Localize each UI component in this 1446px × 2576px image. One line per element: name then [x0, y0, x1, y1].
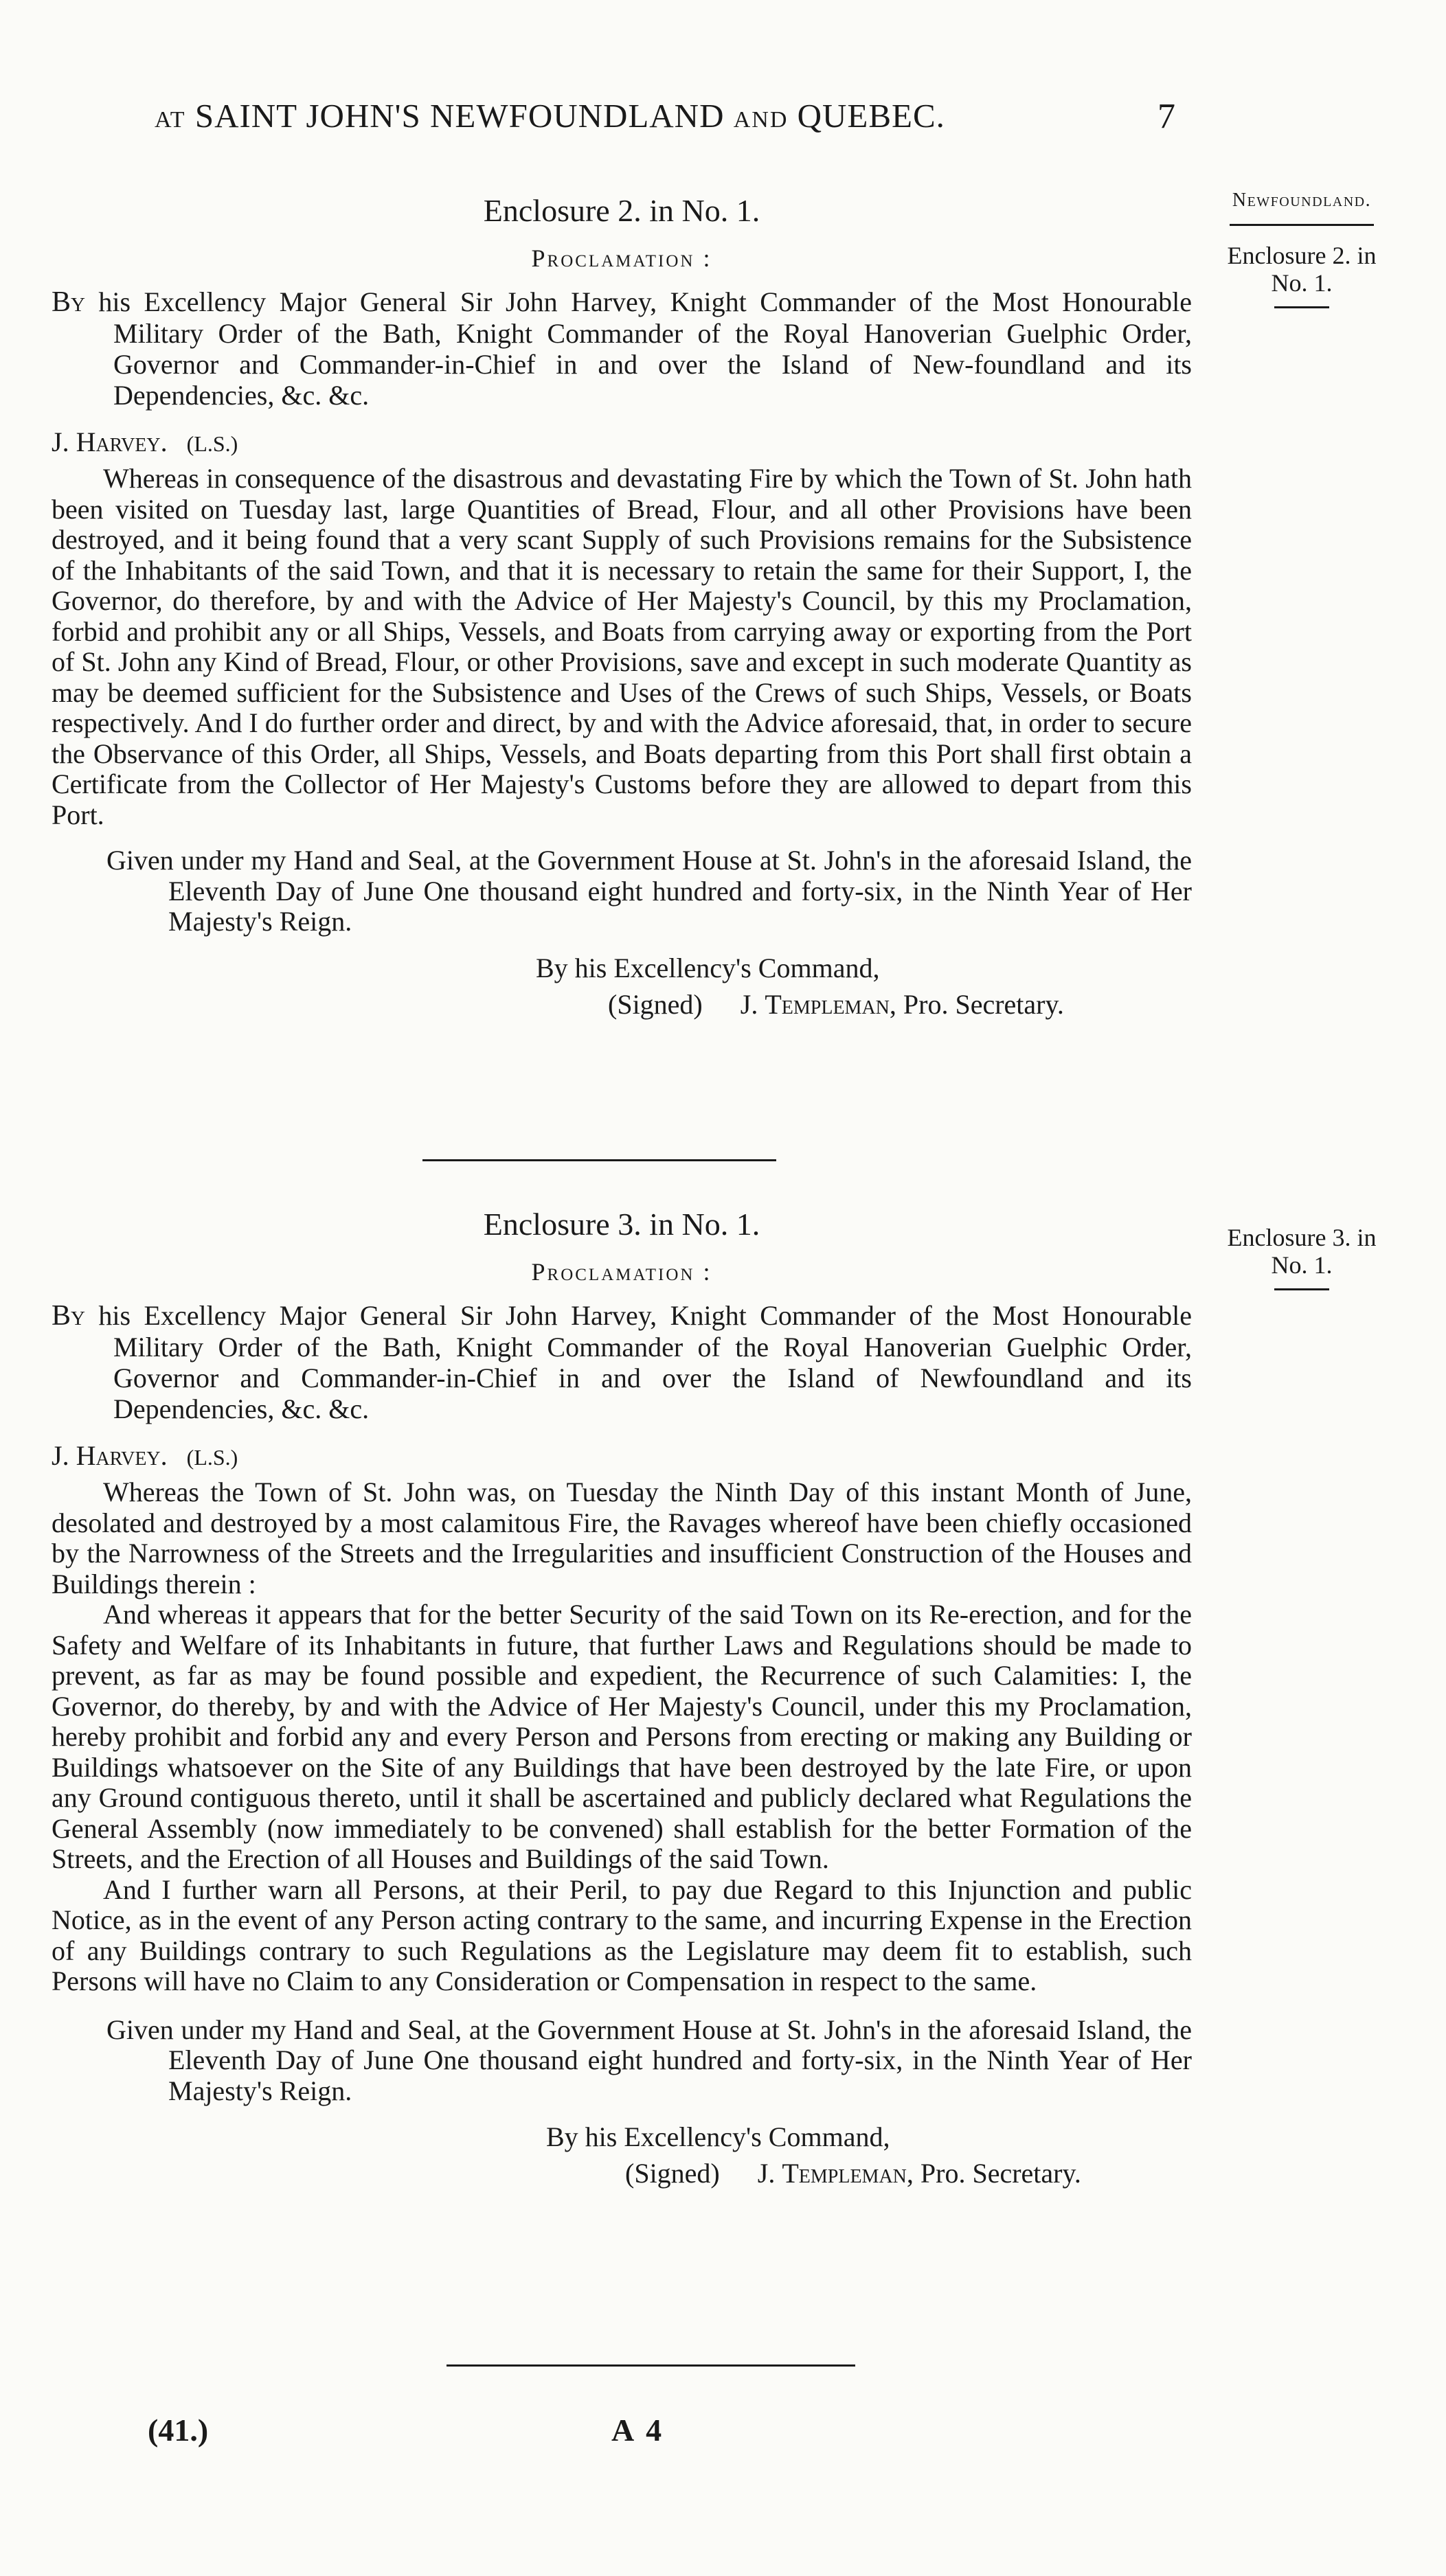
closing-divider	[447, 2364, 855, 2367]
secretary-initial: J.	[757, 2158, 776, 2189]
signed-label: (Signed)	[608, 988, 703, 1020]
by-word: By	[52, 1300, 85, 1332]
signed-label: (Signed)	[625, 2158, 720, 2189]
secretary-name: Templeman,	[765, 988, 896, 1020]
running-header	[155, 96, 1199, 135]
proclamation-body-3: And I further warn all Persons, at their Peril, to pay due Regard to this Injunction and public Notice, as in the event of any Person acting contrary to the same, and incurring Expense in the Erection of any Buildings contrary to such Regulations as the Legislature may deem fit to establish, such Persons will have no Claim to any Consideration or Compensation in respect to the same.	[52, 1873, 1192, 1996]
signer-line	[52, 426, 1192, 458]
enclosure-2-title: Enclosure 2. in No. 1.	[483, 193, 760, 228]
section-divider	[422, 1159, 776, 1161]
given-under-seal: Given under my Hand and Seal, at the Government House at St. John's in the aforesaid Island, the Eleventh Day of June One thousand eight hundred and forty-six, in the Ninth Year of Her Majesty's Reign.	[106, 2014, 1192, 2106]
by-word: By	[52, 286, 85, 318]
signer-seal: (L.S.)	[186, 1445, 238, 1470]
secretary-name: Templeman,	[782, 2158, 914, 2189]
proclamation-heading: Proclamation :	[531, 244, 712, 272]
command-line: By his Excellency's Command,	[546, 2121, 890, 2152]
proclamation-preamble	[52, 286, 1192, 411]
side-rule	[1274, 1288, 1329, 1290]
proclamation-body: Whereas in consequence of the disastrous and devastating Fire by which the Town of St. John hath been visited on Tuesday last, large Quantities of Bread, Flour, and all other Provisions have been destroyed, and it being found that a very scant Supply of such Provisions remains for the Subsistence of the Inhabitants of the said Town, and that it is necessary to retain the same for their Support, I, the Governor, do therefore, by and with the Advice of Her Majesty's Council, by this my Proclamation, forbid and prohibit any or all Ships, Vessels, and Boats from carrying away or exporting from the Port of St. John any Kind of Bread, Flour, or other Provisions, save and except in such moderate Quantity as may be deemed sufficient for the Subsistence and Uses of the Crews of such Ships, Vessels, or Boats respectively. And I do further order and direct, by and with the Advice aforesaid, that, in order to secure the Observance of this Order, all Ships, Vessels, and Boats departing from this Port shall first obtain a Certificate from the Collector of Her Majesty's Customs before they are allowed to depart from this Port.	[52, 463, 1192, 830]
side-enc2-line1: Enclosure 2. in	[1227, 242, 1377, 269]
side-note-country	[1199, 184, 1405, 226]
given-under-seal: Given under my Hand and Seal, at the Government House at St. John's in the aforesaid Island, the Eleventh Day of June One thousand eight hundred and forty-six, in the Ninth Year of Her Majesty's Reign.	[106, 845, 1192, 937]
header-at: AT	[155, 107, 186, 133]
side-enc2-line2: No. 1.	[1271, 269, 1333, 297]
header-and: AND	[733, 107, 789, 133]
signer-name: J. Harvey.	[52, 426, 168, 457]
enclosure-2	[52, 192, 1192, 1020]
side-note-enclosure-2	[1199, 242, 1405, 308]
side-enc3-line1: Enclosure 3. in	[1227, 1224, 1377, 1251]
footer-sheet-number: (41.)	[148, 2413, 209, 2448]
side-enc3-line2: No. 1.	[1271, 1251, 1333, 1279]
command-line: By his Excellency's Command,	[536, 952, 880, 983]
signer-name: J. Harvey.	[52, 1440, 168, 1471]
secretary-initial: J.	[740, 988, 758, 1020]
enclosure-3-title: Enclosure 3. in No. 1.	[483, 1207, 760, 1242]
proclamation-body-1: Whereas the Town of St. John was, on Tuesday the Ninth Day of this instant Month of June, desolated and destroyed by a most calamitous Fire, the Ravages whereof have been chiefly occasioned by the Narrowness of the Streets and the Irregularities and insufficient Construction of the Houses and Buildings therein :	[52, 1477, 1192, 1599]
page-number: 7	[1157, 97, 1175, 136]
enclosure-3	[52, 1206, 1192, 2189]
preamble-text: his Excellency Major General Sir John Harvey, Knight Commander of the Most Honourable Military Order of the Bath, Knight Commander of the Royal Hanoverian Guelphic Order, Governor and Commander-in-Chief in and over the Island of Newfoundland and its Dependencies, &c. &c.	[98, 1300, 1192, 1424]
side-rule	[1274, 306, 1329, 308]
side-country-label: Newfoundland.	[1232, 190, 1372, 211]
proclamation-heading: Proclamation :	[531, 1258, 712, 1286]
proclamation-preamble	[52, 1300, 1192, 1424]
signer-seal: (L.S.)	[186, 431, 238, 456]
header-quebec: QUEBEC.	[797, 97, 945, 135]
proclamation-body-2: And whereas it appears that for the better Security of the said Town on its Re-erection, and for the Safety and Welfare of its Inhabitants in future, that further Laws and Regulations should be made to prevent, as far as may be found possible and expedient, the Recurrence of such Calamities: I, the Governor, do thereby, by and with the Advice of Her Majesty's Council, under this my Proclamation, hereby prohibit and forbid any and every Person and Persons from erecting or making any Building or Buildings whatsoever on the Site of any Buildings that have been destroyed by the late Fire, or upon any Ground contiguous thereto, until it shall be ascertained and publicly declared what Regulations the General Assembly (now immediately to be convened) shall establish for the better Formation of the Streets, and the Erection of all Houses and Buildings of the said Town.	[52, 1599, 1192, 1874]
side-note-enclosure-3	[1199, 1224, 1405, 1290]
header-place: SAINT JOHN'S NEWFOUNDLAND	[194, 97, 725, 135]
footer-signature-mark: A 4	[611, 2413, 665, 2448]
preamble-text: his Excellency Major General Sir John Harvey, Knight Commander of the Most Honourable Military Order of the Bath, Knight Commander of the Royal Hanoverian Guelphic Order, Governor and Commander-in-Chief in and over the Island of New-foundland and its Dependencies, &c. &c.	[98, 286, 1192, 411]
secretary-title: Pro. Secretary.	[920, 2158, 1081, 2189]
signed-line	[625, 2158, 1192, 2189]
side-rule	[1230, 224, 1374, 226]
secretary-title: Pro. Secretary.	[903, 988, 1064, 1020]
signed-line	[608, 989, 1192, 1020]
signer-line	[52, 1439, 1192, 1472]
